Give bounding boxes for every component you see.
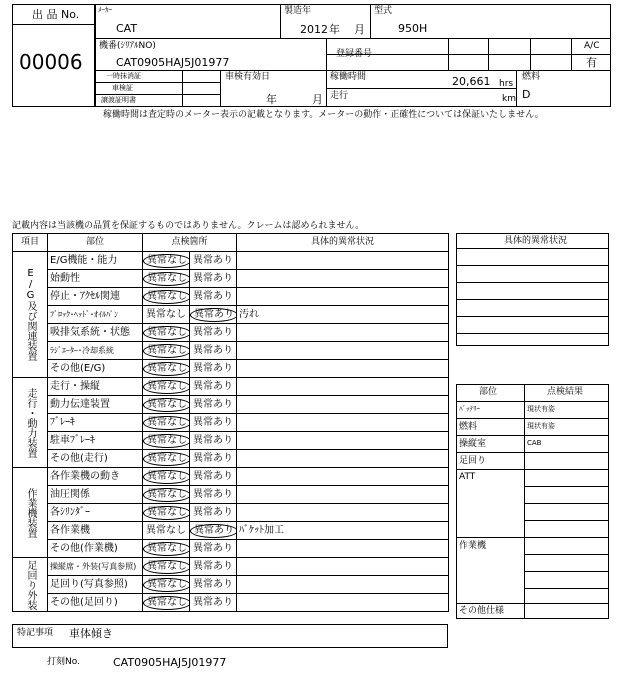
option-ok-cell[interactable] (143, 414, 190, 432)
battery-label: ﾊﾞｯﾃﾘｰ (459, 405, 480, 413)
row-detail (237, 288, 449, 306)
option-ng-cell[interactable] (190, 450, 237, 468)
group-label: 作業機装置 (13, 468, 48, 558)
results-result-header: 点検結果 (547, 387, 584, 397)
results-part-header: 部位 (479, 387, 498, 397)
model-label: 型式 (374, 6, 393, 16)
option-ok: 異常なし (143, 290, 190, 304)
option-ok: 異常なし (143, 398, 190, 412)
serial-value: CAT0905HAJ5J01977 (116, 56, 230, 69)
fuel-value: D (522, 88, 531, 101)
row-detail (237, 324, 449, 342)
cab-label: 操縦室 (459, 439, 487, 449)
row-detail (237, 576, 449, 594)
table-row (13, 378, 449, 396)
option-ng-cell[interactable] (190, 252, 237, 270)
option-ng-cell[interactable] (190, 432, 237, 450)
row-part: 操縦席・外装(写真参照) (48, 558, 143, 576)
row-detail: ﾊﾞｹｯﾄ加工 (237, 522, 449, 540)
table-row (13, 450, 449, 468)
month-unit: 月 (354, 23, 365, 36)
right-detail-header: 具体的異常状況 (504, 236, 568, 246)
option-ng: 異常あり (193, 380, 233, 392)
option-ok-cell[interactable] (143, 432, 190, 450)
option-ng: 異常あり (193, 344, 233, 356)
option-ok-cell[interactable] (143, 270, 190, 288)
row-detail (237, 486, 449, 504)
row-detail (237, 468, 449, 486)
option-ok: 異常なし (143, 542, 190, 556)
option-ok-cell[interactable] (143, 558, 190, 576)
option-ng: 異常あり (193, 560, 233, 572)
option-ok: 異常なし (143, 254, 190, 268)
option-ng: 異常あり (193, 542, 233, 554)
row-detail (237, 252, 449, 270)
disposal-cert-label: 譲渡証明書 (101, 96, 136, 104)
option-ng: 異常あり (193, 578, 233, 590)
special-notes-label: 特記事項 (17, 628, 54, 638)
inspection-grid (12, 233, 449, 612)
option-ok-cell[interactable] (143, 324, 190, 342)
undercarriage-label: 足回り (459, 456, 487, 466)
km-unit: km (502, 94, 516, 104)
table-row (13, 270, 449, 288)
row-detail (237, 360, 449, 378)
table-row (13, 576, 449, 594)
option-ok: 異常なし (143, 416, 190, 430)
table-row (13, 288, 449, 306)
row-part: その他(足回り) (48, 594, 143, 612)
option-ng: 異常あり (193, 398, 233, 410)
option-ok: 異常なし (143, 380, 190, 394)
row-detail (237, 270, 449, 288)
option-ng: 異常あり (193, 290, 233, 302)
option-ng: 異常あり (193, 326, 233, 338)
option-ng-cell[interactable] (190, 378, 237, 396)
row-detail (237, 594, 449, 612)
option-ok: 異常なし (143, 344, 190, 358)
option-ng: 異常あり (193, 506, 233, 518)
cab-value: CAB (527, 439, 542, 447)
table-row (13, 540, 449, 558)
ac-value: 有 (586, 56, 597, 69)
option-ng: 異常あり (193, 272, 233, 284)
row-part: 油圧関係 (48, 486, 143, 504)
option-ng: 異常あり (190, 524, 237, 538)
hours-note: 稼働時間は査定時のメーター表示の記載となります。メーターの動作・正確性については保証いたしません。 (103, 110, 544, 120)
row-part: 停止・ｱｸｾﾙ関連 (48, 288, 143, 306)
option-ok: 異常なし (143, 362, 190, 376)
option-ng-cell[interactable] (190, 594, 237, 612)
table-row (13, 486, 449, 504)
option-ok-cell[interactable] (143, 306, 190, 324)
special-notes-value: 車体傾き (69, 627, 113, 640)
option-ng-cell[interactable] (190, 270, 237, 288)
row-part: 各作業機の動き (48, 468, 143, 486)
model-value: 950H (398, 22, 428, 35)
option-ok-cell[interactable] (143, 450, 190, 468)
row-part: 各作業機 (48, 522, 143, 540)
option-ok: 異常なし (143, 434, 190, 448)
ac-label: A/C (584, 41, 600, 51)
col-part-header: 部位 (48, 234, 143, 252)
row-part: 走行・操縦 (48, 378, 143, 396)
table-row (13, 306, 449, 324)
row-detail (237, 414, 449, 432)
inspection-date-label: 車検有効日 (225, 72, 271, 82)
row-part: 駐車ﾌﾞﾚｰｷ (48, 432, 143, 450)
option-ng: 異常あり (193, 416, 233, 428)
row-detail (237, 450, 449, 468)
inspection-header-row (13, 234, 449, 252)
table-row (13, 468, 449, 486)
option-ok-cell[interactable] (143, 576, 190, 594)
option-ok-cell[interactable] (143, 504, 190, 522)
row-detail (237, 378, 449, 396)
option-ok-cell[interactable] (143, 468, 190, 486)
option-ng: 異常あり (193, 470, 233, 482)
table-row (13, 360, 449, 378)
row-part: その他(E/G) (48, 360, 143, 378)
fuel-result-value: 現状有姿 (527, 422, 555, 430)
stamp-value: CAT0905HAJ5J01977 (113, 656, 227, 669)
maker-value: CAT (116, 22, 138, 35)
col-point-header: 点検箇所 (143, 234, 237, 252)
row-detail: 汚れ (237, 306, 449, 324)
option-ok-cell[interactable] (143, 378, 190, 396)
option-ng-cell[interactable] (190, 360, 237, 378)
option-ok: 異常なし (146, 308, 186, 320)
fuel-result-label: 燃料 (459, 422, 478, 432)
row-detail (237, 342, 449, 360)
option-ng: 異常あり (190, 308, 237, 322)
row-part: 足回り(写真参照) (48, 576, 143, 594)
option-ok-cell[interactable] (143, 288, 190, 306)
option-ng-cell[interactable] (190, 468, 237, 486)
option-ng-cell[interactable] (190, 324, 237, 342)
inspection-year-unit: 年 (266, 93, 277, 106)
option-ng-cell[interactable] (190, 540, 237, 558)
row-part: 吸排気系統・状態 (48, 324, 143, 342)
option-ng-cell[interactable] (190, 576, 237, 594)
option-ok-cell[interactable] (143, 396, 190, 414)
table-row (13, 342, 449, 360)
option-ng-cell[interactable] (190, 486, 237, 504)
option-ng: 異常あり (193, 362, 233, 374)
battery-value: 現状有姿 (527, 405, 555, 413)
table-row (13, 558, 449, 576)
option-ok-cell[interactable] (143, 522, 190, 540)
row-part: 各ｼﾘﾝﾀﾞｰ (48, 504, 143, 522)
row-detail (237, 558, 449, 576)
inspection-month-unit: 月 (312, 93, 323, 106)
table-row (13, 324, 449, 342)
row-part: その他(作業機) (48, 540, 143, 558)
att-label: ATT (459, 472, 476, 482)
quality-note: 記載内容は当該機の品質を保証するものではありません。クレームは認められません。 (12, 221, 365, 231)
lot-label: 出 品 No. (32, 8, 80, 21)
row-part: ﾌﾞﾛｯｸ･ﾍｯﾄﾞ･ｵｲﾙﾊﾟﾝ (48, 306, 143, 324)
option-ng: 異常あり (193, 434, 233, 446)
lot-number: 00006 (19, 50, 83, 74)
option-ok: 異常なし (143, 506, 190, 520)
option-ok: 異常なし (143, 488, 190, 502)
option-ng-cell[interactable] (190, 342, 237, 360)
group-label: 走行・動力装置 (13, 378, 48, 468)
option-ok: 異常なし (143, 452, 190, 466)
year-value: 2012 (300, 23, 328, 36)
table-row (13, 432, 449, 450)
option-ng-cell[interactable] (190, 504, 237, 522)
option-ng: 異常あり (193, 452, 233, 464)
option-ok-cell[interactable] (143, 540, 190, 558)
other-spec-label: その他仕様 (459, 606, 505, 616)
table-row (13, 594, 449, 612)
vehicle-cert-label: 車検証 (112, 84, 133, 92)
table-row (13, 504, 449, 522)
option-ng: 異常あり (193, 488, 233, 500)
table-row (13, 522, 449, 540)
option-ng-cell[interactable] (190, 306, 237, 324)
work-equipment-label: 作業機 (459, 541, 487, 551)
fuel-label: 燃料 (522, 72, 541, 82)
row-part: ﾗｼﾞｴｰﾀｰ･冷却系統 (48, 342, 143, 360)
row-detail (237, 540, 449, 558)
option-ng: 異常あり (193, 254, 233, 266)
option-ok: 異常なし (143, 272, 190, 286)
stamp-label: 打刻No. (47, 657, 80, 667)
row-detail (237, 504, 449, 522)
row-part: 始動性 (48, 270, 143, 288)
row-detail (237, 432, 449, 450)
col-detail-header: 具体的異常状況 (237, 234, 449, 252)
option-ok: 異常なし (143, 560, 190, 574)
row-part: 動力伝達装置 (48, 396, 143, 414)
table-row (13, 396, 449, 414)
option-ok-cell[interactable] (143, 360, 190, 378)
table-row (13, 252, 449, 270)
table-row (13, 414, 449, 432)
hours-value: 20,661 (452, 75, 491, 88)
maker-label: ﾒｰｶｰ (98, 6, 112, 14)
group-label: E/G及び関連装置 (13, 252, 48, 378)
option-ok-cell[interactable] (143, 594, 190, 612)
row-detail (237, 396, 449, 414)
hours-label: 稼働時間 (330, 72, 367, 82)
option-ng: 異常あり (193, 596, 233, 608)
option-ok: 異常なし (143, 596, 190, 610)
temp-permit-label: 一時抹消証 (106, 72, 141, 80)
group-label: 足回り外装 (13, 558, 48, 612)
option-ng-cell[interactable] (190, 522, 237, 540)
year-unit: 年 (329, 23, 340, 36)
option-ng-cell[interactable] (190, 396, 237, 414)
row-part: その他(走行) (48, 450, 143, 468)
option-ng-cell[interactable] (190, 414, 237, 432)
mileage-label: 走行 (330, 91, 349, 101)
serial-label: 機番(ｼﾘｱﾙNO) (99, 41, 156, 51)
col-item-header: 項目 (13, 234, 48, 252)
option-ok: 異常なし (143, 578, 190, 592)
option-ok-cell[interactable] (143, 252, 190, 270)
hours-unit: hrs (499, 79, 514, 89)
registration-label: 登録番号 (336, 49, 373, 59)
option-ng-cell[interactable] (190, 288, 237, 306)
year-label: 製造年 (284, 6, 312, 16)
row-part: E/G機能・能力 (48, 252, 143, 270)
option-ng-cell[interactable] (190, 558, 237, 576)
option-ok-cell[interactable] (143, 486, 190, 504)
option-ok: 異常なし (143, 470, 190, 484)
row-part: ﾌﾞﾚｰｷ (48, 414, 143, 432)
option-ok: 異常なし (143, 326, 190, 340)
option-ok: 異常なし (146, 524, 186, 536)
option-ok-cell[interactable] (143, 342, 190, 360)
